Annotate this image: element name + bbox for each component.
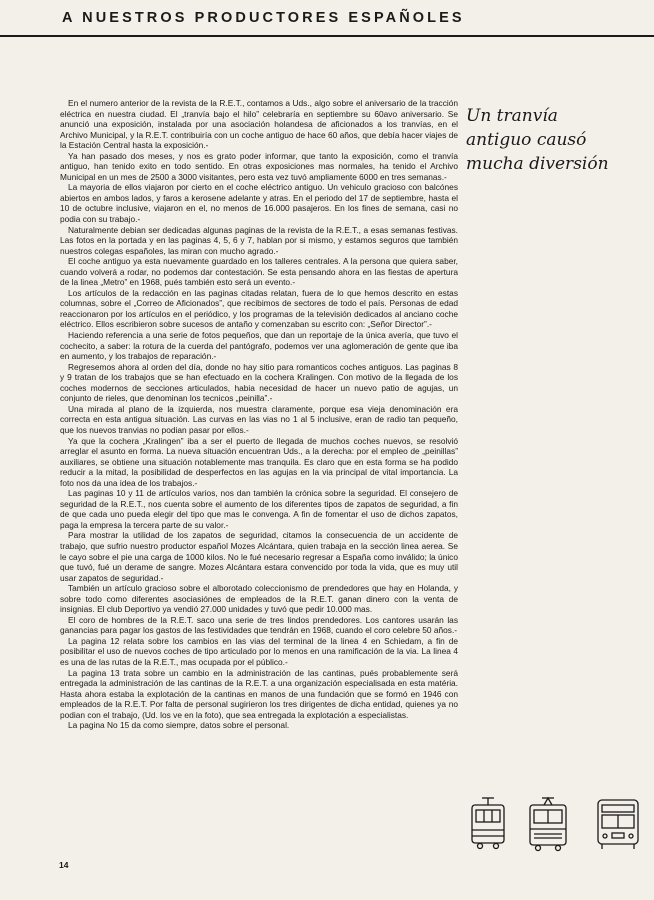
article-paragraph: Ya han pasado dos meses, y nos es grato poder informar, que tanto la exposición, como el tranvía antiguo, han tenido exito en todo sentido. En otras exposiciones mas normales, ha tenido el Archivo Municipal en un mes de 2500 a 3000 visitantes, pero esta vez tuvó ampliamente 6000 en tres semanas.- (60, 150, 458, 182)
article-paragraph: Haciendo referencia a una serie de fotos pequeños, que dan un reportaje de la única avería, que tuvo el cochecito, a saber: la rotura de la cuerda del pantógrafo, podemos ver una aglomeración de gente que iba en aumento, y los trabajos de reparación.- (60, 330, 458, 362)
article-paragraph: También un artículo gracioso sobre el alborotado coleccionismo de prendedores que hay en Holanda, y sobre todo como diferentes asociasiónes de empleados de la R.E.T. ganan dinero con la venta de insignias. El club Deportivo ya vendió 27.000 unidades y tuvó que pedir 10.000 mas. (60, 583, 458, 615)
article-paragraph: En el numero anterior de la revista de la R.E.T., contamos a Uds., algo sobre el aniversario de la tracción eléctrica en nuestra ciudad. El „tranvía bajo el hilo” celebraría en septiembre su 60avo aniversario. Se anunció una exposición, instalada por una asociación holandesa de aficionados a los tranvías, en el Archivo Municipal, y la R.E.T. contribuiría con un coche antiguo de hace 60 años, que debía hacer viajes de la Estación Central hasta la exposición.- (60, 98, 458, 151)
article-paragraph: Naturalmente debian ser dedicadas algunas paginas de la revista de la R.E.T., a esas semanas festivas. Las fotos en la portada y en las paginas 4, 5, 6 y 7, hablan por si mismo, y estamos seguros que también nuestros colegas españoles, las miran con mucho agrado.- (60, 224, 458, 256)
header-rule (0, 35, 654, 37)
article-paragraph: La mayoria de ellos viajaron por cierto en el coche eléctrico antiguo. Un vehiculo gracioso con balcónes abiertos en ambos lados, y faros a kerosene adelante y atras. En el periodo del 17 de septiembre, hasta el 10 de octubre inclusive, viajaron en el, no menos de 16.000 pasajeros. En los fines de semana, casi no podia con su trabajo.- (60, 182, 458, 225)
page-number: 14 (59, 860, 69, 870)
article-paragraph: La pagina 13 trata sobre un cambio en la administración de las cantinas, pués probablemente será entregada la administración de las cantinas de la R.E.T. a una organización especialisada en esta matéria. Hasta ahora estaba la explotación de la cantinas en manos de una fundación que se formó en 1946 con empleados de la R.E.T. Por falta de personal sugirieron los tres dirigentes de dicha entidad, quienes ya no podian con el trabajo, (Ud. los ve en la foto), que sea entregada la explotación a especialistas. (60, 667, 458, 720)
article-paragraph: Una mirada al plano de la izquierda, nos muestra claramente, porque esa vieja denominación era correcta en esta antigua situación. Las curvas en las vias no 1 al 5 inclusive, eran de radio tan pequeño, que los nuevos tranvias no podian pasar por ellos.- (60, 403, 458, 435)
tram-icon (472, 798, 504, 849)
article-paragraph: El coro de hombres de la R.E.T. saco una serie de tres lindos prendedores. Los cantores usarán las ganancias para pagar los gastos de las festividades que tendrán en 1968, cuando el coro celebre 50 años.- (60, 614, 458, 636)
article-paragraph: La pagina 12 relata sobre los cambios en las vias del terminal de la linea 4 en Schiedam, a fin de posibilitar el uso de nuevos coches de tipo articulado por lo menos en una ramificación de la via. La linea 4 es una de las rutas de la R.E.T., mas ocupada por el público.- (60, 635, 458, 667)
vehicle-icons (468, 796, 644, 852)
article-paragraph: Para mostrar la utilidad de los zapatos de seguridad, citamos la consecuencia de un accidente de trabajo, que sufrio nuestro productor español Mozes Alcántara, quien trabaja en la sección linea aerea. Se le cayo sobre el pie una carga de 1000 kilos. No le fué necesario regresar a España como inválido; la único que tuvó, fué un derame de sangre. Mozes Alcántara estara convencido por toda la vida, que es muy util usar zapatos de seguridad.- (60, 530, 458, 583)
article-paragraph: El coche antiguo ya esta nuevamente guardado en los talleres centrales. A la persona que quiera saber, cuando volverá a rodar, no podemos dar contestación. Se esta pensando ahora en las fiestas de apertura de la linea „Metro” en 1968, pués también esto será un evento.- (60, 256, 458, 288)
tram-icon (530, 798, 566, 851)
sidebar-headline (466, 104, 646, 176)
article-paragraph: Las paginas 10 y 11 de artículos varios, nos dan también la crónica sobre la seguridad. El consejero de seguridad de la R.E.T., nos cuenta sobre el aumento de los diferentes tipos de zapatos de seguridad, a fin de que cada uno pueda elegir del tipo que mas le convenga. A fin de fomentar el uso de dichos zapatos, paga la empresa la tercera parte de su valor.- (60, 488, 458, 530)
sidebar-headline-line: mucha diversión (466, 154, 609, 174)
article-paragraph: Ya que la cochera „Kralingen” iba a ser el puerto de llegada de muchos coches nuevos, se resolvió arreglar el asunto en forma. La nueva situación encuentran Uds., a la derecha: por el empleo de „peinillas” auxiliares, se obtiene una situación notablemente mas tranquila. Es claro que en esta forma se ha podido reducir a la mitad, la posibilidad de desperfectos en las agujas en la via principal de vital importancia. La foto nos da una idea de los trabajos.- (60, 435, 458, 488)
sidebar-headline-line: antiguo causó (466, 130, 587, 150)
article-paragraph: La pagina No 15 da como siempre, datos sobre el personal. (68, 720, 290, 731)
article-body (60, 98, 458, 731)
page-header-title: A NUESTROS PRODUCTORES ESPAÑOLES (62, 10, 465, 26)
article-paragraph: Regresemos ahora al orden del día, donde no hay sitio para romanticos coches antiguos. Las paginas 8 y 9 tratan de los trabajos que se han efectuado en la cochera Kralingen. Con motivo de la llegada de los coches modernos de secciones articulados, habia necesidad de hacer un nuevo patio de agujas, un conjunto de rieles, que denominan los tecnicos „peinilla”.- (60, 361, 458, 404)
article-paragraph: Los artículos de la redacción en las paginas citadas relatan, fuera de lo que hemos descrito en estas columnas, sobre el „Correo de Aficionados”, que recibimos de sectores de todo el país. Personas de edad reaccionaron por los artículos en el periódico, y los programas de la televisión dedicados al anciano coche eléctrico. Ellos escribieron sobre sucesos de antaño y comenzaban su escrito con: „Señor Director”.- (60, 287, 458, 330)
bus-icon (598, 800, 638, 849)
sidebar-headline-line: Un tranvía (466, 106, 558, 126)
